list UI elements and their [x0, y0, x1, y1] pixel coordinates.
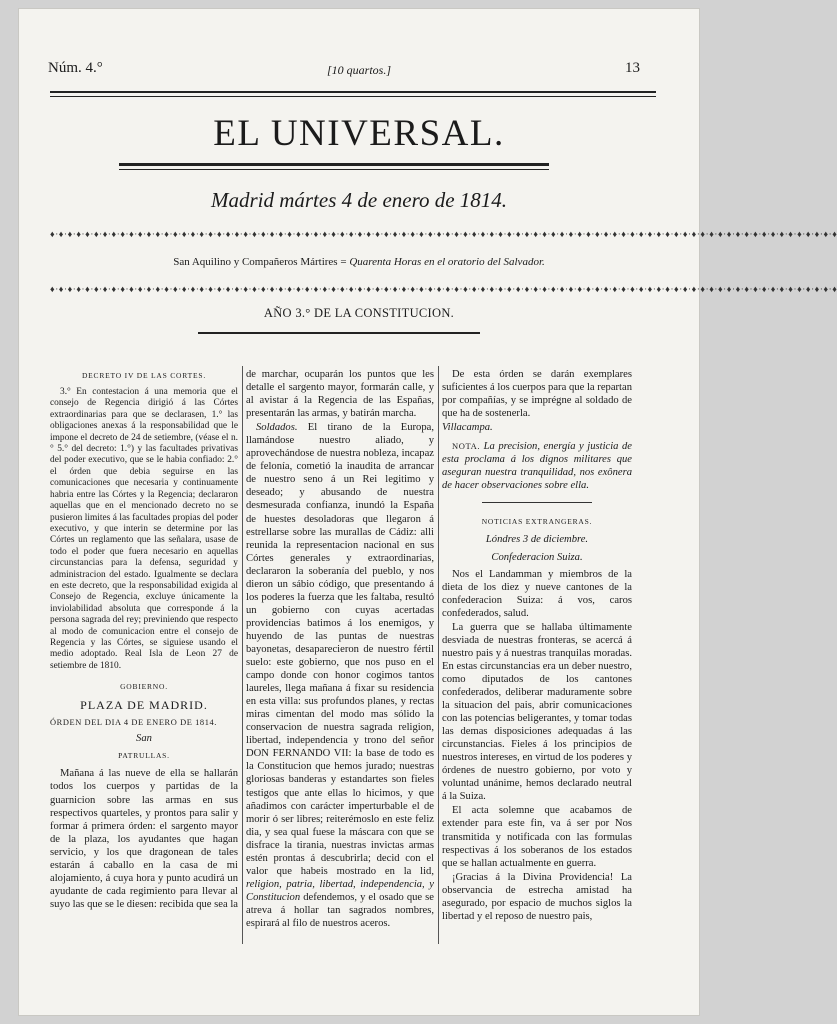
saints-line: San Aquilino y Compañeros Mártires = Quarenta Horas en el oratorio del Salvador.	[173, 256, 545, 268]
col2-paragraph-2-end: defendemos, y el osado que se atreva á hollar tan sagrados nombres, espirará al filo de nuestros aceros.	[246, 891, 434, 929]
col3-paragraph-5: ¡Gracias á la Divina Providencia! La observancia de estrecha amistad ha asegurado, por espacio de muchos siglos la libertad y el reposo de nuestro pais,	[442, 871, 632, 922]
col3-paragraph-3: La guerra que se hallaba últimamente desviada de nuestras fronteras, se acercá á nuestro pais y á nuestras tranquilas moradas. En estas circunstancias era un deber nuestro, como diputados de los cantones confederados, deliberar maduramente sobre la situacion del pais, abrir comunicaciones con las potencias beligerantes, y tomar todas las demas disposiciones adequadas á las circunstancias. Fieles á los principios de nuestros intereses, en virtud de los poderes y órdenes de nuestro gobierno, por voto y voluntad unánime, hemos declarado neutral á la Suiza.	[442, 621, 632, 803]
title-underline-thin	[119, 169, 549, 170]
col2-paragraph-2: El tirano de la Europa, llamándose nuestro aliado, y aprovechándose de nuestra nobleza, incapaz de felonía, cometió la inaudita de arrancar de nuestro seno á un Rei legitimo y deseado; y abusando de nuestra desmesurada confianza, inundó la España de huestes desoladoras que llegaron á estrellarse sobre las murallas de Cádiz: alli reunida la representacion nacional en sus Córtes generales y extraordinarias, declararon la soberanía del pueblo, y nos dieron un sábio código, que presentando á los poderes la fuerza que les faltaba, resultó un gobierno con cuyas acertadas providencias batimos á los enemigos, y huyendo de las puntas de nuestras bayonetas, desaparecieron de nuestro fértil suelo: este gobierno, que nos puso en el campo donde con honor cogimos tantos laureles, llega mañana á fixar su residencia en esta villa: sus profundos planes, y rectas miras cimentan del modo mas sólido la conservacion de nuestra sagrada religion, libertad, independencia y trono del señor DON FERNANDO VII: la base de todo es la Constitucion que hemos jurado; nuestras gloriosas banderas y estandartes son fieles testigos que ante ellas lo hicimos, y que añadimos con carácter imperturbable el de morir ó ser libres; reiterémoslo en este feliz dia, y sea qual fuese la máscara con que se disfrace la tirania, nuestras invictas armas estén prontas á descubrirla; decid con el valor que habeis mostrado en la lid,	[246, 422, 434, 877]
header-rule-bottom	[50, 96, 656, 97]
year-underline	[198, 332, 480, 334]
san-line: San	[136, 733, 152, 745]
nota-paragraph	[442, 440, 632, 492]
confederacion-heading: Confederacion Suiza.	[491, 551, 583, 563]
column-1	[50, 366, 238, 946]
column-2	[246, 368, 434, 946]
constitution-year: AÑO 3.° DE LA CONSTITUCION.	[263, 306, 455, 320]
issue-number: Núm. 4.°	[48, 60, 103, 76]
orden-line: ÓRDEN DEL DIA 4 DE ENERO DE 1814.	[50, 718, 217, 728]
page-number: 13	[625, 60, 640, 76]
column-divider-2	[438, 366, 439, 944]
ornament-rule-1: ♦·♦·♦·♦·♦·♦·♦·♦·♦·♦·♦·♦·♦·♦·♦·♦·♦·♦·♦·♦·♦·♦·♦·♦·♦·♦·♦·♦·♦·♦·♦·♦·♦·♦·♦·♦·♦·♦·♦·♦·♦·♦·♦·♦·♦·♦·♦·♦·♦·♦·♦·♦·♦·♦·♦·♦·♦·♦·♦·♦·♦·♦·♦·♦·♦·♦·♦·♦·♦·♦·♦·♦·♦·♦·♦·♦·♦·♦·♦·♦·♦·♦·♦·♦·♦·♦·♦·♦·♦·♦	[50, 229, 837, 239]
header-rule-top	[50, 91, 656, 93]
masthead-title: EL UNIVERSAL.	[213, 113, 505, 154]
newspaper-page	[18, 8, 837, 1016]
nota-lead: NOTA.	[452, 441, 481, 452]
devotion-note: Quarenta Horas en el oratorio del Salvador.	[349, 256, 545, 268]
patrullas-heading: PATRULLAS.	[118, 751, 170, 761]
col3-paragraph-1: De esta órden se darán exemplares suficientes á los cuerpos para que la repartan por compañías, y se imprégne al soldado de que ha de sostenerla.	[442, 369, 632, 420]
decree-heading: DECRETO IV DE LAS CORTES.	[81, 371, 207, 380]
decree-text: 3.° En contestacion á una memoria que el consejo de Regencia dirigió á las Córtes extraordinarias para que se declarasen, 1.° las obligaciones anexas á la responsabilidad que le impone el decreto de 24 de setiembre, (véase el n.° 5.° del decreto: 1.°) y las facultades privativas del poder executivo, que se le habia confiado: 2.° el órden que debia seguirse en las comunicaciones que necesaria y continuamente habria entre las Córtes y la Regencia; declararon aquellas que en el mencionado decreto no se pusieron limites á las facultades propias del poder executivo, y que interin se determine por las Córtes un reglamento que las señalara, usase de todo el poder que fuera necesario en aquellas circunstancias para la defensa, seguridad y administracion del estado. Igualmente se declara en este decreto, que la responsabilidad exigida al Consejo de Regencia, excluye únicamente la inviolabilidad absoluta que corresponde á la persona sagrada del rey; previniendo que respecto al modo de comunicacion entre el consejo de Regencia y las Córtes, se siguiese usando el medio adoptado. Real Isla de Leon 27 de setiembre de 1810.	[50, 387, 238, 671]
ornament-rule-2: ♦·♦·♦·♦·♦·♦·♦·♦·♦·♦·♦·♦·♦·♦·♦·♦·♦·♦·♦·♦·♦·♦·♦·♦·♦·♦·♦·♦·♦·♦·♦·♦·♦·♦·♦·♦·♦·♦·♦·♦·♦·♦·♦·♦·♦·♦·♦·♦·♦·♦·♦·♦·♦·♦·♦·♦·♦·♦·♦·♦·♦·♦·♦·♦·♦·♦·♦·♦·♦·♦·♦·♦·♦·♦·♦·♦·♦·♦·♦·♦·♦·♦·♦·♦·♦·♦·♦·♦·♦·♦	[50, 284, 837, 294]
title-underline	[119, 163, 549, 166]
plaza-heading: PLAZA DE MADRID.	[80, 698, 208, 713]
gobierno-heading: GOBIERNO.	[120, 682, 168, 692]
londres-dateline: Lóndres 3 de diciembre.	[485, 534, 589, 546]
soldados-lead: Soldados.	[256, 422, 298, 434]
saints-name: San Aquilino y Compañeros Mártires	[173, 256, 338, 268]
nota-divider	[482, 502, 592, 503]
nota-text: La precision, energía y justicia de esta proclama á los dignos militares que aseguran nuestra tranquilidad, nos exônera de hacer observaciones sobre ella.	[442, 441, 632, 492]
col3-paragraph-2: Nos el Landamman y miembros de la dieta de los diez y nueve cantones de la confederacion Suiza: á vos, caros confederados, salud.	[442, 568, 632, 619]
column-divider-1	[242, 366, 243, 944]
dateline: Madrid mártes 4 de enero de 1814.	[210, 188, 508, 212]
col2-italic-words: religion, patria, libertad, independencia, y Constitucion	[246, 878, 434, 903]
soldados-paragraph	[246, 421, 434, 930]
col3-paragraph-4: El acta solemne que acabamos de extender para este fin, va á ser por Nos transmitida y notificada con las formulas respectivas á los soberanos de los estados que se hallan actualmente en guerra.	[442, 805, 632, 869]
column-3	[442, 368, 632, 946]
signature: Villacampa.	[442, 422, 493, 434]
patrullas-text: Mañana á las nueve de ella se hallarán todos los cuerpos y partidas de la guarnicion sobre las armas en sus respectivos quarteles, y prontos para salir y formar á primera órden: el sargento mayor de la plaza, los ayudantes que hagan servicio, y los que dragonean de tales estarán á caballo en la casa de mi alojamiento, á cuya hora y punto acudirá un ayudante de cada regimiento para llevar al suyo las que se le diesen: recibida que sea la	[50, 768, 238, 910]
price-note: [10 quartos.]	[326, 63, 391, 77]
noticias-heading: NOTICIAS EXTRANGERAS.	[481, 517, 593, 527]
col2-paragraph-1: de marchar, ocuparán los puntos que les detalle el sargento mayor, formarán calle, y al avistar á la Regencia de las Españas, presentarán las armas, y batirán marcha.	[246, 369, 434, 420]
